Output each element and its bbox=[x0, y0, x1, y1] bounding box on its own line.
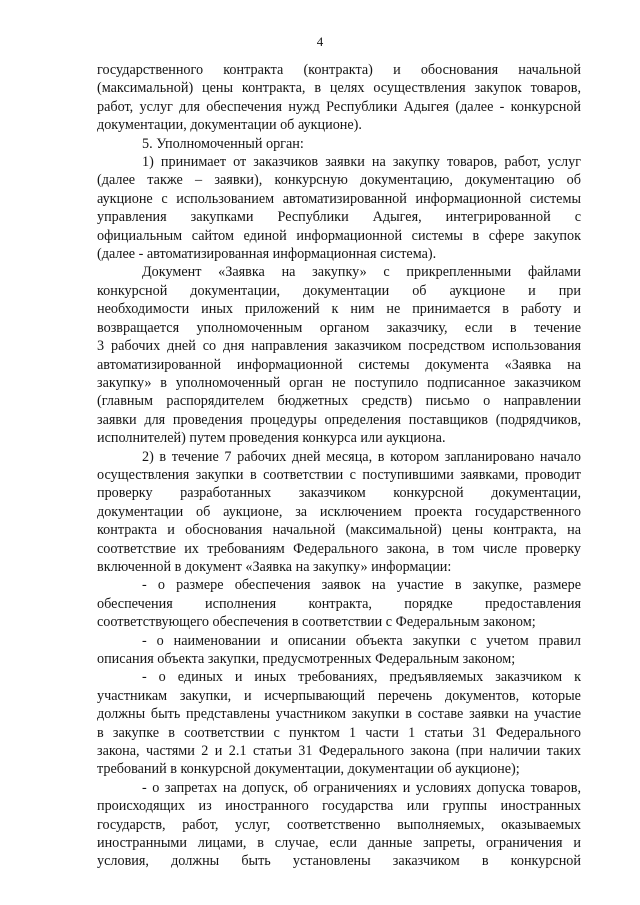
text-line: исполнителей) путем проведения конкурса или аукциона. bbox=[97, 430, 446, 447]
text-line: документации, документации об аукционе). bbox=[97, 117, 362, 134]
text-line: (максимальной) цены контракта, в целях осуществления закупок товаров, bbox=[97, 80, 581, 97]
text-line: описания объекта закупки, предусмотренных Федеральным законом; bbox=[97, 651, 516, 667]
text-line: (главным распорядителем бюджетных средств) письмо о направлении bbox=[97, 393, 581, 410]
text-line: аукционе с использованием автоматизированной информационной системы bbox=[97, 190, 581, 207]
text-line: 5. Уполномоченный орган: bbox=[142, 135, 304, 152]
text-line: контракта и обоснования начальной (максимальной) цены контракта, на bbox=[97, 522, 581, 539]
text-line: осуществления закупки в соответствии с поступившими заявками, проводит bbox=[97, 466, 581, 483]
page-number: 4 bbox=[316, 34, 324, 49]
text-line: условия, должны быть установлены заказчиком в конкурсной bbox=[97, 853, 581, 870]
text-line: необходимости иных приложений к ним не принимается в работу и bbox=[97, 301, 581, 318]
text-line: соответствие их требованиям Федерального закона, в том числе проверку bbox=[97, 540, 581, 557]
text-line: конкурсной документации, документации об аукционе и при bbox=[97, 282, 581, 299]
text-line: работ, услуг для обеспечения нужд Республики Адыгея (далее - конкурсной bbox=[97, 98, 581, 115]
text-line: иностранными лицами, в случае, если данные запреты, ограничения и bbox=[97, 835, 581, 852]
text-line: - о единых и иных требованиях, предъявляемых заказчиком к bbox=[142, 669, 581, 686]
text-line: в закупке в соответствии с пунктом 1 части 1 статьи 31 Федерального bbox=[97, 724, 581, 741]
text-line: обеспечения исполнения контракта, порядке предоставления bbox=[97, 595, 581, 612]
text-line: закупку» в уполномоченный орган не поступило подписанное заказчиком bbox=[97, 374, 581, 391]
text-line: происходящих из иностранного государства или группы иностранных bbox=[97, 798, 581, 815]
text-line: государств, работ, услуг, соответственно выполняемых, оказываемых bbox=[97, 816, 581, 833]
text-line: Документ «Заявка на закупку» с прикрепленными файлами bbox=[142, 264, 581, 281]
text-line: закона, частями 2 и 2.1 статьи 31 Федерального закона (при наличии таких bbox=[97, 743, 581, 760]
text-line: заявки для проведения процедуры определения поставщиков (подрядчиков, bbox=[97, 411, 581, 428]
text-line: документации об аукционе, за исключением проекта государственного bbox=[97, 503, 581, 520]
text-line: 3 рабочих дней со дня направления заказчиком посредством использования bbox=[97, 338, 581, 355]
text-line: 1) принимает от заказчиков заявки на закупку товаров, работ, услуг bbox=[142, 154, 581, 171]
text-line: (далее - автоматизированная информационная система). bbox=[97, 246, 437, 263]
text-line: автоматизированной информационной системы документа «Заявка на bbox=[97, 356, 581, 373]
text-line: - о размере обеспечения заявок на участие в закупке, размере bbox=[142, 577, 581, 594]
text-line: участникам закупки, и исчерпывающий перечень документов, которые bbox=[97, 687, 581, 704]
text-line: соответствующего обеспечения в соответствии с Федеральным законом; bbox=[97, 614, 536, 631]
text-line: - о запретах на допуск, об ограничениях и условиях допуска товаров, bbox=[142, 779, 581, 796]
text-line: управления закупками Республики Адыгея, интегрированной с bbox=[97, 209, 581, 226]
text-line: государственного контракта (контракта) и обоснования начальной bbox=[97, 62, 581, 78]
text-line: официальным сайтом единой информационной системы в сфере закупок bbox=[97, 227, 581, 244]
text-line: - о наименовании и описании объекта закупки с учетом правил bbox=[142, 632, 581, 649]
text-line: возвращается уполномоченным органом заказчику, если в течение bbox=[97, 319, 581, 336]
text-line: требований в конкурсной документации, документации об аукционе); bbox=[97, 761, 520, 778]
text-line: должны быть представлены участником закупки в составе заявки на участие bbox=[97, 706, 581, 723]
document-body bbox=[97, 61, 581, 871]
text-line: проверку разработанных заказчиком конкурсной документации, bbox=[97, 485, 581, 502]
text-line: (далее также – заявки), конкурсную документацию, документацию об bbox=[97, 172, 581, 189]
text-line: 2) в течение 7 рабочих дней месяца, в котором запланировано начало bbox=[142, 448, 581, 465]
text-line: включенной в документ «Заявка на закупку» информации: bbox=[97, 558, 452, 575]
